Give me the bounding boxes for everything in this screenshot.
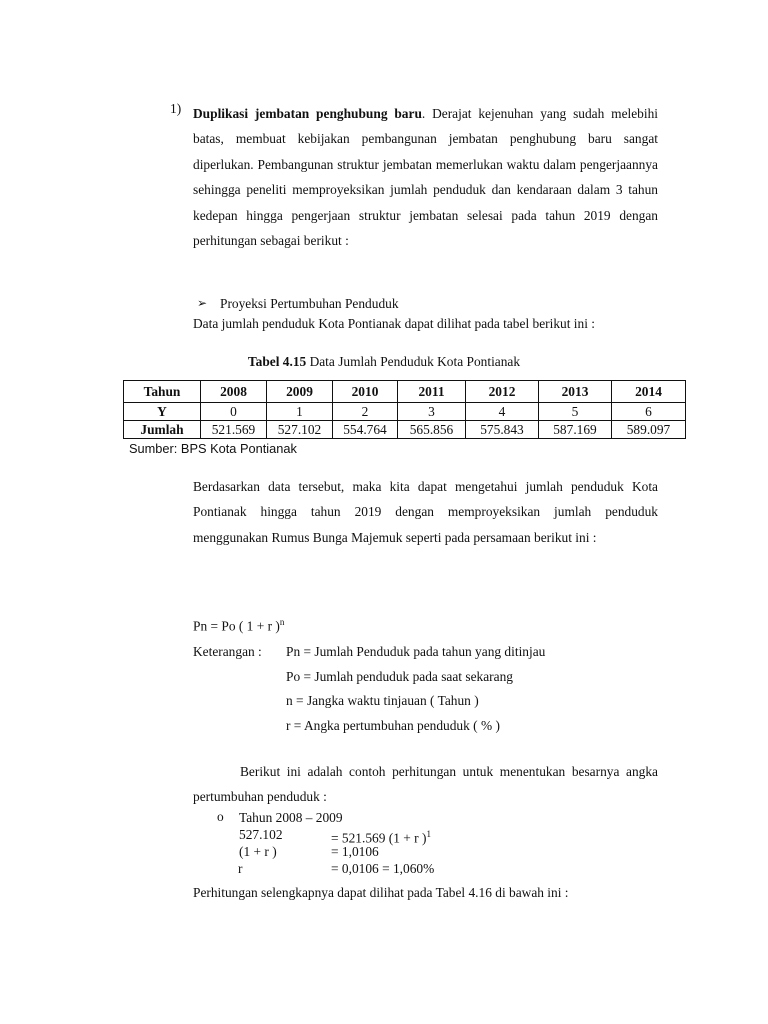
table-cell: Tahun (124, 381, 201, 403)
table-cell: 2009 (267, 381, 333, 403)
table-cell: 1 (267, 403, 333, 421)
table-cell: 527.102 (267, 421, 333, 439)
keterangan-item: r = Angka pertumbuhan penduduk ( % ) (286, 718, 500, 733)
table-source: Sumber: BPS Kota Pontianak (129, 441, 297, 456)
table-cell: 2014 (612, 381, 686, 403)
table-cell: 554.764 (333, 421, 398, 439)
table-cell: Y (124, 403, 201, 421)
bullet-heading: Proyeksi Pertumbuhan Penduduk (220, 296, 399, 311)
formula-exponent: n (279, 617, 285, 627)
calc-right: = 1,0106 (331, 844, 379, 859)
table-cell: 589.097 (612, 421, 686, 439)
calc-right: = 0,0106 = 1,060% (331, 861, 435, 876)
table-row (124, 403, 686, 421)
table-row (124, 381, 686, 403)
compound-formula (193, 617, 284, 634)
table-cell: 6 (612, 403, 686, 421)
circle-bullet-icon: o (217, 809, 224, 824)
closing-sentence: Perhitungan selengkapnya dapat dilihat pada Tabel 4.16 di bawah ini : (193, 885, 569, 900)
calc-left: r (238, 861, 243, 876)
example-title: Tahun 2008 – 2009 (239, 810, 343, 825)
calc-exponent: 1 (426, 829, 431, 839)
arrow-bullet-icon: ➢ (197, 296, 208, 310)
keterangan-item: Po = Jumlah penduduk pada saat sekarang (286, 669, 513, 684)
calc-right-text: = 521.569 (1 + r ) (331, 830, 427, 846)
keterangan-label: Keterangan : (193, 644, 262, 659)
table-cell: 2008 (201, 381, 267, 403)
table-cell: 575.843 (466, 421, 539, 439)
table-caption-text: Data Jumlah Penduduk Kota Pontianak (306, 354, 521, 369)
table-cell: 2012 (466, 381, 539, 403)
calc-left: (1 + r ) (239, 844, 277, 859)
table-cell: 2010 (333, 381, 398, 403)
table-caption (0, 354, 768, 370)
table-cell: 2 (333, 403, 398, 421)
section-title: Duplikasi jembatan penghubung baru (193, 106, 422, 121)
example-intro: Berikut ini adalah contoh perhitungan untuk menentukan besarnya angka pertumbuhan penduduk : (193, 764, 658, 804)
section-paragraph (193, 101, 658, 253)
table-cell: 0 (201, 403, 267, 421)
section-body: . Derajat kejenuhan yang sudah melebihi batas, membuat kebijakan pembangunan jembatan penghubung baru sangat diperlukan. Pembangunan struktur jembatan memerlukan waktu dalam pengerjaannya sehingga peneliti memproyeksikan jumlah penduduk dan kendaraan dalam 3 tahun kedepan hingga pengerjaan struktur jembatan selesai pada tahun 2019 dengan perhitungan sebagai berikut : (193, 106, 659, 249)
table-cell: 2011 (398, 381, 466, 403)
table-cell: 587.169 (539, 421, 612, 439)
population-table (123, 380, 686, 439)
table-cell: Jumlah (124, 421, 201, 439)
formula-main: Pn = Po ( 1 + r ) (193, 618, 280, 634)
table-cell: 4 (466, 403, 539, 421)
table-cell: 5 (539, 403, 612, 421)
table-intro: Data jumlah penduduk Kota Pontianak dapat dilihat pada tabel berikut ini : (193, 316, 595, 331)
table-cell: 565.856 (398, 421, 466, 439)
section-number: 1) (170, 101, 182, 116)
keterangan-item: Pn = Jumlah Penduduk pada tahun yang ditinjau (286, 644, 546, 659)
table-cell: 2013 (539, 381, 612, 403)
method-paragraph: Berdasarkan data tersebut, maka kita dapat mengetahui jumlah penduduk Kota Pontianak hingga tahun 2019 dengan memproyeksikan jumlah penduduk menggunakan Rumus Bunga Majemuk seperti pada persamaan berikut ini : (193, 479, 658, 545)
keterangan-item: n = Jangka waktu tinjauan ( Tahun ) (286, 693, 479, 708)
table-caption-number: Tabel 4.15 (247, 354, 307, 369)
table-row (124, 421, 686, 439)
table-cell: 3 (398, 403, 466, 421)
table-cell: 521.569 (201, 421, 267, 439)
calc-left: 527.102 (239, 827, 283, 842)
